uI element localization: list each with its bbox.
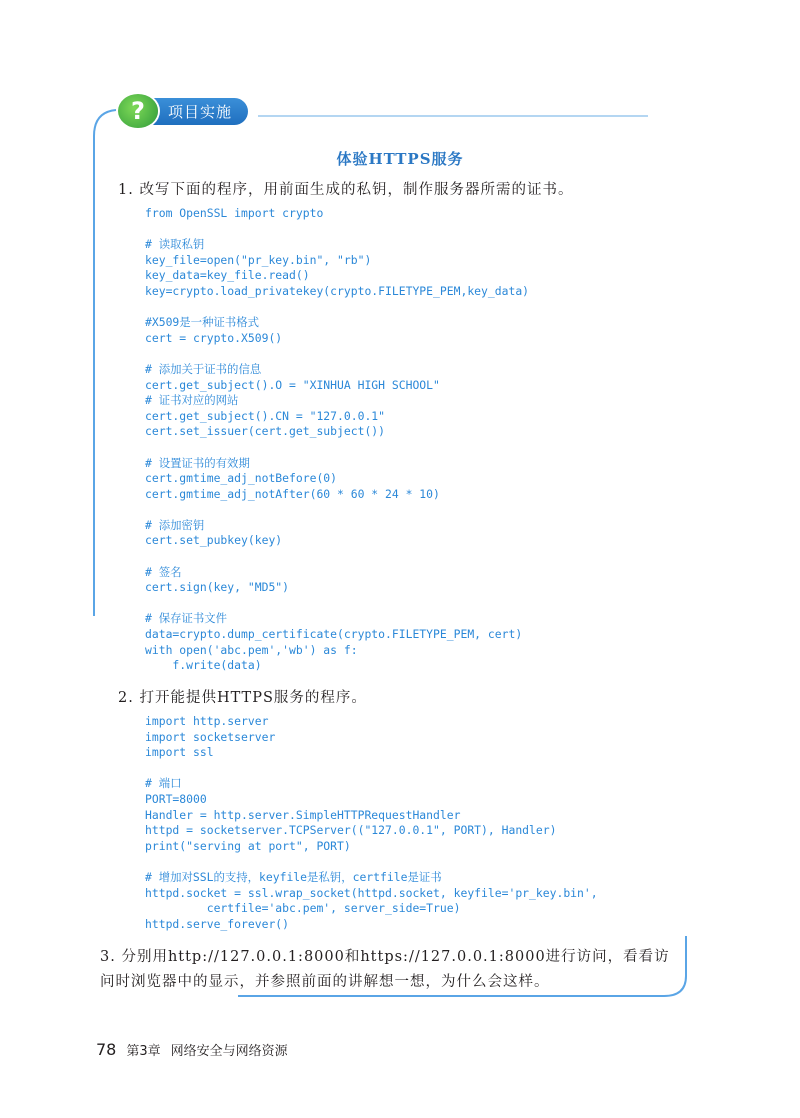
page-number: 78 [96,1040,117,1059]
step-2-text: 2. 打开能提供HTTPS服务的程序。 [118,690,367,706]
section-title: 体验HTTPS服务 [336,150,464,168]
code-block-server: import http.server import socketserver import ssl # 端口 PORT=8000 Handler = http.server.SimpleHTTPRequestHandler httpd = socketserver.TCPServer(("127.0.0.1", PORT), Handler) print("serving at port", PORT) # 增加对SSL的支持，keyfile是私钥，certfile是证书 httpd.socket = ssl.wrap_socket(httpd.socket, keyfile='pr_key.bin', certfile='abc.pem', server_side=True) httpd.serve_forever() [145,714,598,931]
chapter-title: 网络安全与网络资源 [170,1044,288,1059]
step-1-text: 1. 改写下面的程序，用前面生成的私钥，制作服务器所需的证书。 [118,182,574,198]
project-badge [118,97,248,125]
question-icon: ? [118,94,158,128]
page-footer [96,1040,288,1059]
step-3-text: 3. 分别用http://127.0.0.1:8000和https://127.0.0.1:8000进行访问，看看访问时浏览器中的显示，并参照前面的讲解想一想，为什么会这样。 [100,949,670,990]
chapter-label: 第3章 [126,1044,161,1059]
badge-label: 项目实施 [150,98,248,125]
code-block-cert: from OpenSSL import crypto # 读取私钥 key_file=open("pr_key.bin", "rb") key_data=key_file.read() key=crypto.load_privatekey(crypto.FILETYPE_PEM,key_data) #X509是一种证书格式 cert = crypto.X509() # 添加关于证书的信息 cert.get_subject().O = "XINHUA HIGH SCHOOL" # 证书对应的网站 cert.get_subject().CN = "127.0.0.1" cert.set_issuer(cert.get_subject()) # 设置证书的有效期 cert.gmtime_adj_notBefore(0) cert.gmtime_adj_notAfter(60 * 60 * 24 * 10) # 添加密钥 cert.set_pubkey(key) # 签名 cert.sign(key, "MD5") # 保存证书文件 data=crypto.dump_certificate(crypto.FILETYPE_PEM, cert) with open('abc.pem','wb') as f: f.write(data) [145,206,530,673]
